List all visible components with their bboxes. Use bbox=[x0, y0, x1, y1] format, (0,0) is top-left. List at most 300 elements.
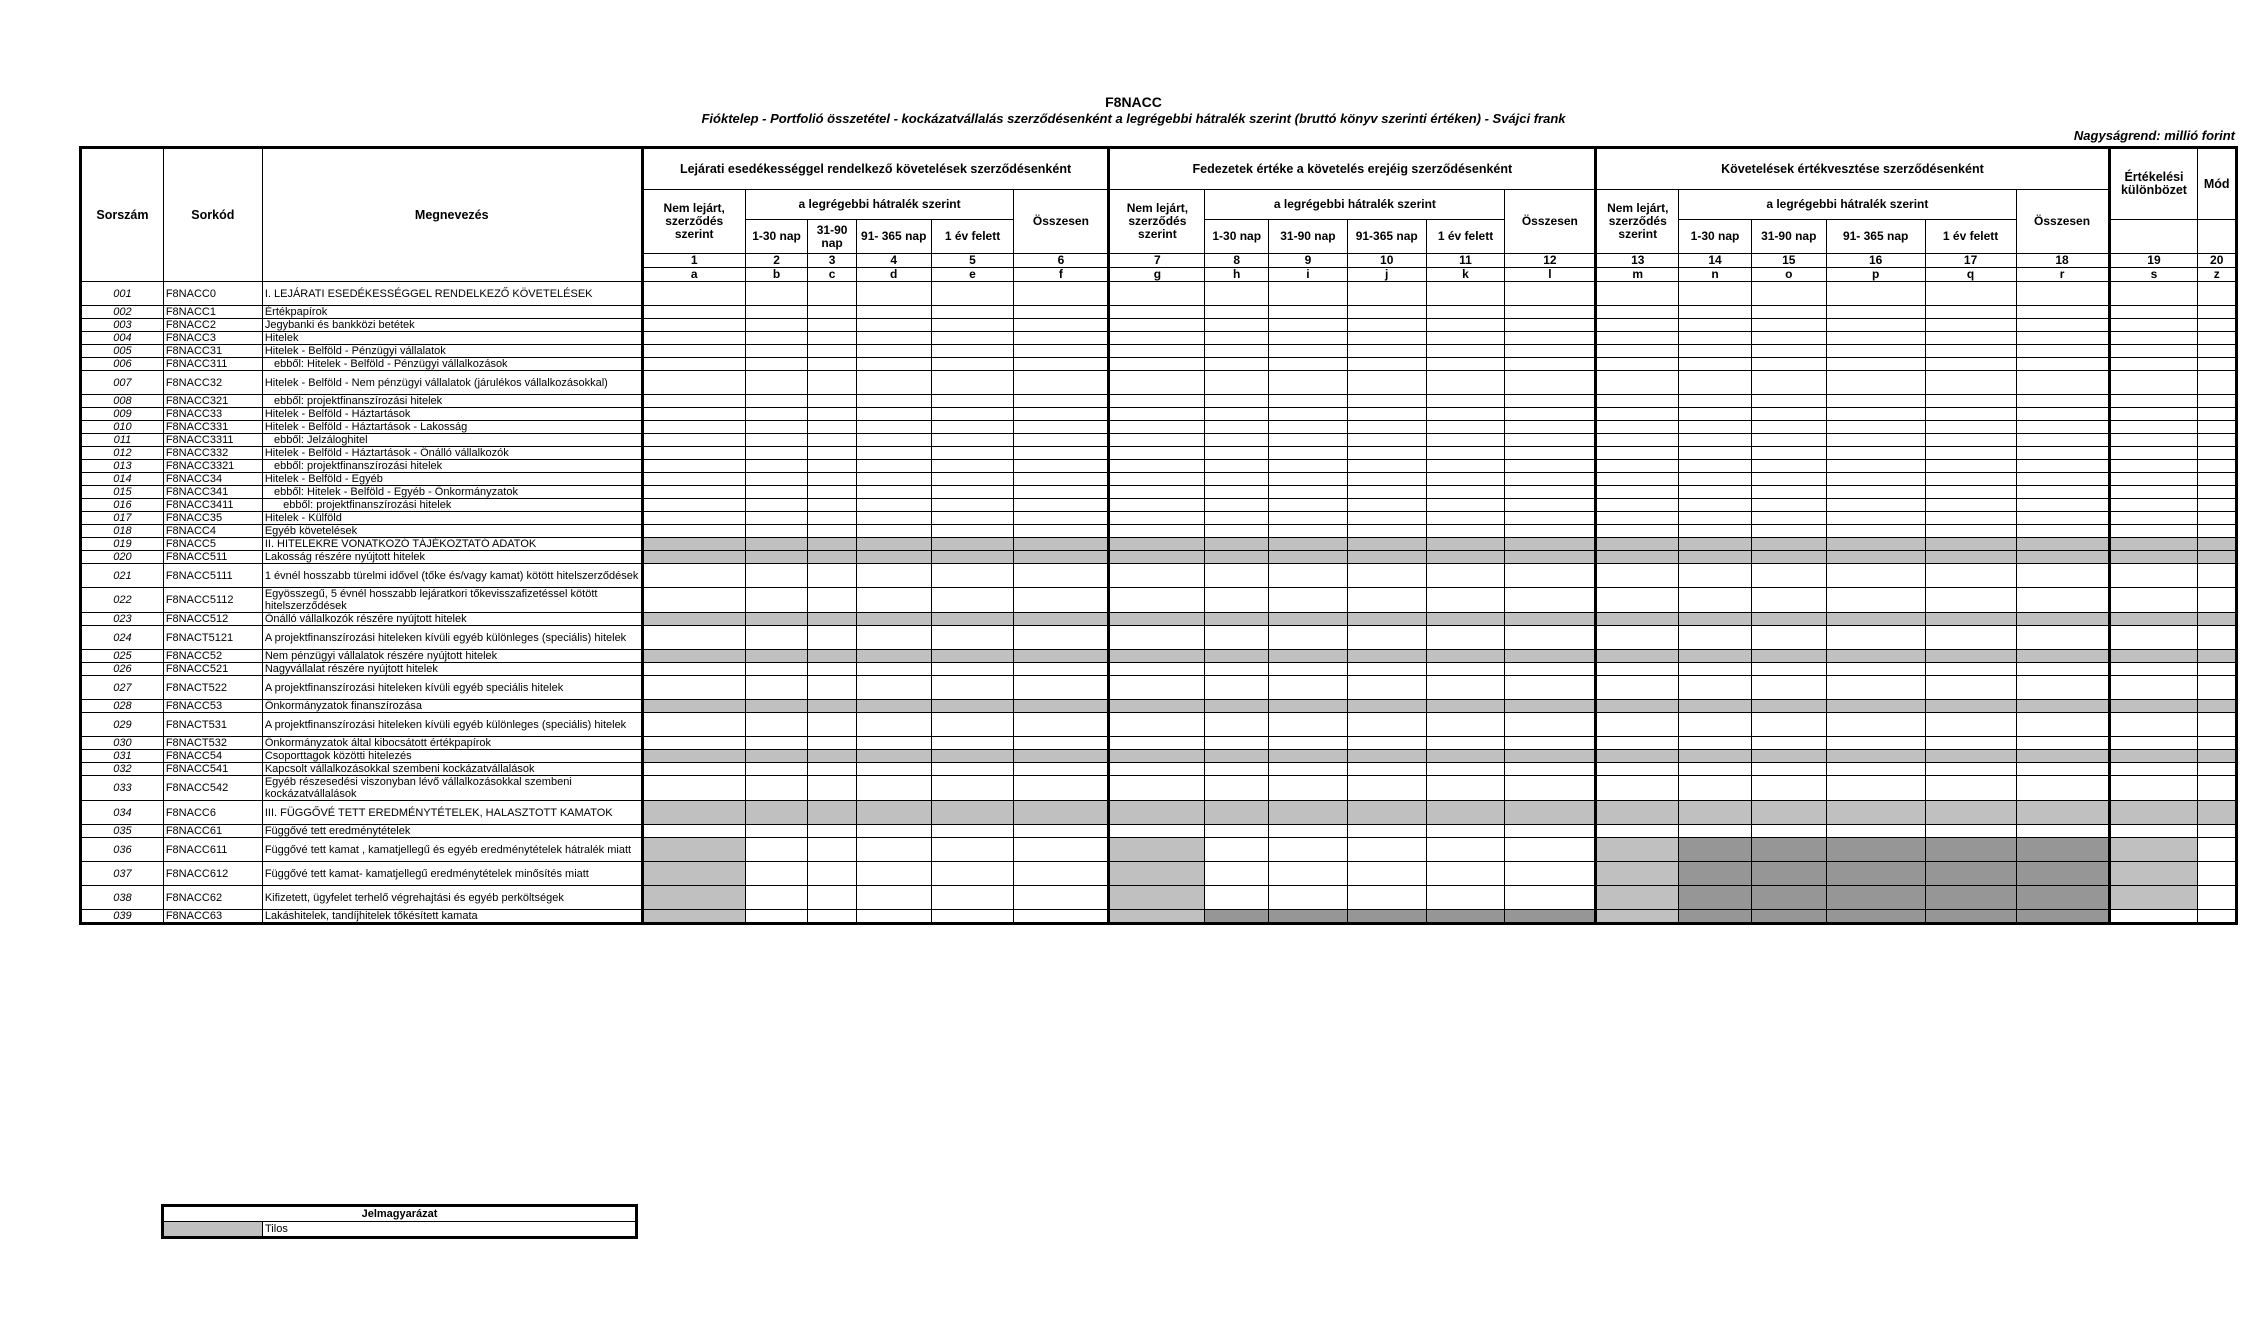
data-cell[interactable] bbox=[1014, 551, 1109, 564]
data-cell[interactable] bbox=[745, 663, 808, 676]
data-cell[interactable] bbox=[808, 713, 856, 737]
data-cell[interactable] bbox=[2109, 676, 2198, 700]
data-cell[interactable] bbox=[1679, 886, 1752, 910]
data-cell[interactable] bbox=[1505, 700, 1596, 713]
data-cell[interactable] bbox=[856, 282, 931, 306]
data-cell[interactable] bbox=[1269, 613, 1348, 626]
data-cell[interactable] bbox=[1826, 306, 1925, 319]
data-cell[interactable] bbox=[856, 776, 931, 801]
data-cell[interactable] bbox=[1826, 447, 1925, 460]
data-cell[interactable] bbox=[642, 319, 745, 332]
data-cell[interactable] bbox=[931, 358, 1014, 371]
data-cell[interactable] bbox=[931, 395, 1014, 408]
data-cell[interactable] bbox=[856, 650, 931, 663]
data-cell[interactable] bbox=[1505, 371, 1596, 395]
data-cell[interactable] bbox=[1426, 886, 1505, 910]
data-cell[interactable] bbox=[1751, 319, 1826, 332]
data-cell[interactable] bbox=[1505, 626, 1596, 650]
data-cell[interactable] bbox=[2016, 358, 2109, 371]
data-cell[interactable] bbox=[2109, 371, 2198, 395]
data-cell[interactable] bbox=[642, 763, 745, 776]
data-cell[interactable] bbox=[1925, 434, 2016, 447]
data-cell[interactable] bbox=[808, 588, 856, 613]
data-cell[interactable] bbox=[2016, 421, 2109, 434]
data-cell[interactable] bbox=[642, 395, 745, 408]
data-cell[interactable] bbox=[745, 588, 808, 613]
data-cell[interactable] bbox=[1505, 421, 1596, 434]
data-cell[interactable] bbox=[642, 551, 745, 564]
data-cell[interactable] bbox=[1679, 626, 1752, 650]
data-cell[interactable] bbox=[1109, 737, 1205, 750]
data-cell[interactable] bbox=[745, 525, 808, 538]
data-cell[interactable] bbox=[1925, 512, 2016, 525]
data-cell[interactable] bbox=[808, 551, 856, 564]
data-cell[interactable] bbox=[1679, 447, 1752, 460]
data-cell[interactable] bbox=[1426, 345, 1505, 358]
data-cell[interactable] bbox=[1505, 825, 1596, 838]
data-cell[interactable] bbox=[2016, 737, 2109, 750]
data-cell[interactable] bbox=[1826, 525, 1925, 538]
data-cell[interactable] bbox=[856, 306, 931, 319]
data-cell[interactable] bbox=[856, 447, 931, 460]
data-cell[interactable] bbox=[856, 700, 931, 713]
data-cell[interactable] bbox=[1925, 421, 2016, 434]
data-cell[interactable] bbox=[2109, 306, 2198, 319]
data-cell[interactable] bbox=[856, 737, 931, 750]
data-cell[interactable] bbox=[1596, 538, 1679, 551]
data-cell[interactable] bbox=[1505, 776, 1596, 801]
data-cell[interactable] bbox=[2016, 838, 2109, 862]
data-cell[interactable] bbox=[1679, 801, 1752, 825]
data-cell[interactable] bbox=[2198, 551, 2237, 564]
data-cell[interactable] bbox=[1826, 776, 1925, 801]
data-cell[interactable] bbox=[1014, 306, 1109, 319]
data-cell[interactable] bbox=[1347, 801, 1426, 825]
data-cell[interactable] bbox=[1347, 395, 1426, 408]
data-cell[interactable] bbox=[1014, 538, 1109, 551]
data-cell[interactable] bbox=[1109, 801, 1205, 825]
data-cell[interactable] bbox=[745, 306, 808, 319]
data-cell[interactable] bbox=[2109, 763, 2198, 776]
data-cell[interactable] bbox=[1426, 447, 1505, 460]
data-cell[interactable] bbox=[2109, 650, 2198, 663]
data-cell[interactable] bbox=[1426, 737, 1505, 750]
data-cell[interactable] bbox=[1679, 332, 1752, 345]
data-cell[interactable] bbox=[808, 499, 856, 512]
data-cell[interactable] bbox=[1269, 538, 1348, 551]
data-cell[interactable] bbox=[856, 676, 931, 700]
data-cell[interactable] bbox=[2198, 613, 2237, 626]
data-cell[interactable] bbox=[1426, 801, 1505, 825]
data-cell[interactable] bbox=[808, 512, 856, 525]
data-cell[interactable] bbox=[1109, 862, 1205, 886]
data-cell[interactable] bbox=[1751, 408, 1826, 421]
data-cell[interactable] bbox=[1426, 776, 1505, 801]
data-cell[interactable] bbox=[1751, 473, 1826, 486]
data-cell[interactable] bbox=[1109, 538, 1205, 551]
data-cell[interactable] bbox=[1751, 626, 1826, 650]
data-cell[interactable] bbox=[1205, 434, 1269, 447]
data-cell[interactable] bbox=[2016, 434, 2109, 447]
data-cell[interactable] bbox=[931, 825, 1014, 838]
data-cell[interactable] bbox=[931, 371, 1014, 395]
data-cell[interactable] bbox=[1596, 700, 1679, 713]
data-cell[interactable] bbox=[1109, 345, 1205, 358]
data-cell[interactable] bbox=[2109, 421, 2198, 434]
data-cell[interactable] bbox=[2016, 588, 2109, 613]
data-cell[interactable] bbox=[1347, 838, 1426, 862]
data-cell[interactable] bbox=[642, 486, 745, 499]
data-cell[interactable] bbox=[1426, 282, 1505, 306]
data-cell[interactable] bbox=[1925, 319, 2016, 332]
data-cell[interactable] bbox=[1347, 626, 1426, 650]
data-cell[interactable] bbox=[1269, 512, 1348, 525]
data-cell[interactable] bbox=[1269, 332, 1348, 345]
data-cell[interactable] bbox=[931, 319, 1014, 332]
data-cell[interactable] bbox=[1505, 358, 1596, 371]
data-cell[interactable] bbox=[1751, 306, 1826, 319]
data-cell[interactable] bbox=[1014, 473, 1109, 486]
data-cell[interactable] bbox=[1505, 663, 1596, 676]
data-cell[interactable] bbox=[1014, 910, 1109, 924]
data-cell[interactable] bbox=[2109, 282, 2198, 306]
data-cell[interactable] bbox=[808, 676, 856, 700]
data-cell[interactable] bbox=[1269, 650, 1348, 663]
data-cell[interactable] bbox=[1014, 626, 1109, 650]
data-cell[interactable] bbox=[1596, 862, 1679, 886]
data-cell[interactable] bbox=[2198, 838, 2237, 862]
data-cell[interactable] bbox=[1014, 613, 1109, 626]
data-cell[interactable] bbox=[1014, 499, 1109, 512]
data-cell[interactable] bbox=[1679, 460, 1752, 473]
data-cell[interactable] bbox=[1826, 332, 1925, 345]
data-cell[interactable] bbox=[808, 910, 856, 924]
data-cell[interactable] bbox=[1205, 676, 1269, 700]
data-cell[interactable] bbox=[1505, 319, 1596, 332]
data-cell[interactable] bbox=[1426, 395, 1505, 408]
data-cell[interactable] bbox=[1205, 538, 1269, 551]
data-cell[interactable] bbox=[1925, 838, 2016, 862]
data-cell[interactable] bbox=[1925, 371, 2016, 395]
data-cell[interactable] bbox=[1205, 886, 1269, 910]
data-cell[interactable] bbox=[808, 525, 856, 538]
data-cell[interactable] bbox=[1014, 371, 1109, 395]
data-cell[interactable] bbox=[1426, 371, 1505, 395]
data-cell[interactable] bbox=[1347, 345, 1426, 358]
data-cell[interactable] bbox=[1505, 434, 1596, 447]
data-cell[interactable] bbox=[642, 838, 745, 862]
data-cell[interactable] bbox=[1751, 282, 1826, 306]
data-cell[interactable] bbox=[1347, 421, 1426, 434]
data-cell[interactable] bbox=[1596, 737, 1679, 750]
data-cell[interactable] bbox=[1826, 862, 1925, 886]
data-cell[interactable] bbox=[1505, 408, 1596, 421]
data-cell[interactable] bbox=[1751, 358, 1826, 371]
data-cell[interactable] bbox=[1109, 564, 1205, 588]
data-cell[interactable] bbox=[1109, 613, 1205, 626]
data-cell[interactable] bbox=[1826, 700, 1925, 713]
data-cell[interactable] bbox=[1014, 421, 1109, 434]
data-cell[interactable] bbox=[642, 473, 745, 486]
data-cell[interactable] bbox=[2016, 564, 2109, 588]
data-cell[interactable] bbox=[745, 358, 808, 371]
data-cell[interactable] bbox=[1109, 551, 1205, 564]
data-cell[interactable] bbox=[2016, 395, 2109, 408]
data-cell[interactable] bbox=[745, 801, 808, 825]
data-cell[interactable] bbox=[1505, 473, 1596, 486]
data-cell[interactable] bbox=[931, 306, 1014, 319]
data-cell[interactable] bbox=[808, 319, 856, 332]
data-cell[interactable] bbox=[1205, 358, 1269, 371]
data-cell[interactable] bbox=[745, 886, 808, 910]
data-cell[interactable] bbox=[1347, 776, 1426, 801]
data-cell[interactable] bbox=[2109, 862, 2198, 886]
data-cell[interactable] bbox=[1596, 713, 1679, 737]
data-cell[interactable] bbox=[642, 886, 745, 910]
data-cell[interactable] bbox=[1751, 551, 1826, 564]
data-cell[interactable] bbox=[856, 486, 931, 499]
data-cell[interactable] bbox=[1014, 395, 1109, 408]
data-cell[interactable] bbox=[642, 408, 745, 421]
data-cell[interactable] bbox=[1347, 886, 1426, 910]
data-cell[interactable] bbox=[1925, 538, 2016, 551]
data-cell[interactable] bbox=[2016, 801, 2109, 825]
data-cell[interactable] bbox=[2198, 886, 2237, 910]
data-cell[interactable] bbox=[931, 525, 1014, 538]
data-cell[interactable] bbox=[1751, 588, 1826, 613]
data-cell[interactable] bbox=[642, 737, 745, 750]
data-cell[interactable] bbox=[745, 564, 808, 588]
data-cell[interactable] bbox=[745, 421, 808, 434]
data-cell[interactable] bbox=[1596, 588, 1679, 613]
data-cell[interactable] bbox=[1269, 763, 1348, 776]
data-cell[interactable] bbox=[1925, 910, 2016, 924]
data-cell[interactable] bbox=[1205, 650, 1269, 663]
data-cell[interactable] bbox=[1109, 626, 1205, 650]
data-cell[interactable] bbox=[1269, 306, 1348, 319]
data-cell[interactable] bbox=[1751, 434, 1826, 447]
data-cell[interactable] bbox=[2016, 345, 2109, 358]
data-cell[interactable] bbox=[808, 395, 856, 408]
data-cell[interactable] bbox=[1269, 626, 1348, 650]
data-cell[interactable] bbox=[1109, 358, 1205, 371]
data-cell[interactable] bbox=[2198, 825, 2237, 838]
data-cell[interactable] bbox=[1925, 358, 2016, 371]
data-cell[interactable] bbox=[1347, 525, 1426, 538]
data-cell[interactable] bbox=[1109, 776, 1205, 801]
data-cell[interactable] bbox=[1925, 395, 2016, 408]
data-cell[interactable] bbox=[2109, 538, 2198, 551]
data-cell[interactable] bbox=[1751, 525, 1826, 538]
data-cell[interactable] bbox=[856, 499, 931, 512]
data-cell[interactable] bbox=[2109, 886, 2198, 910]
data-cell[interactable] bbox=[642, 910, 745, 924]
data-cell[interactable] bbox=[856, 838, 931, 862]
data-cell[interactable] bbox=[2016, 486, 2109, 499]
data-cell[interactable] bbox=[808, 345, 856, 358]
data-cell[interactable] bbox=[931, 650, 1014, 663]
data-cell[interactable] bbox=[1596, 676, 1679, 700]
data-cell[interactable] bbox=[1751, 564, 1826, 588]
data-cell[interactable] bbox=[2109, 408, 2198, 421]
data-cell[interactable] bbox=[1925, 588, 2016, 613]
data-cell[interactable] bbox=[1679, 408, 1752, 421]
data-cell[interactable] bbox=[1269, 838, 1348, 862]
data-cell[interactable] bbox=[1751, 663, 1826, 676]
data-cell[interactable] bbox=[931, 460, 1014, 473]
data-cell[interactable] bbox=[1826, 763, 1925, 776]
data-cell[interactable] bbox=[1205, 564, 1269, 588]
data-cell[interactable] bbox=[642, 525, 745, 538]
data-cell[interactable] bbox=[1826, 886, 1925, 910]
data-cell[interactable] bbox=[2109, 713, 2198, 737]
data-cell[interactable] bbox=[1826, 564, 1925, 588]
data-cell[interactable] bbox=[1269, 776, 1348, 801]
data-cell[interactable] bbox=[1751, 886, 1826, 910]
data-cell[interactable] bbox=[1505, 750, 1596, 763]
data-cell[interactable] bbox=[1269, 588, 1348, 613]
data-cell[interactable] bbox=[856, 434, 931, 447]
data-cell[interactable] bbox=[1505, 676, 1596, 700]
data-cell[interactable] bbox=[1505, 737, 1596, 750]
data-cell[interactable] bbox=[1679, 395, 1752, 408]
data-cell[interactable] bbox=[1014, 447, 1109, 460]
data-cell[interactable] bbox=[745, 776, 808, 801]
data-cell[interactable] bbox=[2198, 713, 2237, 737]
data-cell[interactable] bbox=[1347, 538, 1426, 551]
data-cell[interactable] bbox=[1109, 395, 1205, 408]
data-cell[interactable] bbox=[2016, 447, 2109, 460]
data-cell[interactable] bbox=[1679, 358, 1752, 371]
data-cell[interactable] bbox=[1679, 499, 1752, 512]
data-cell[interactable] bbox=[1205, 801, 1269, 825]
data-cell[interactable] bbox=[1826, 319, 1925, 332]
data-cell[interactable] bbox=[1347, 460, 1426, 473]
data-cell[interactable] bbox=[2109, 663, 2198, 676]
data-cell[interactable] bbox=[1426, 838, 1505, 862]
data-cell[interactable] bbox=[931, 801, 1014, 825]
data-cell[interactable] bbox=[1014, 434, 1109, 447]
data-cell[interactable] bbox=[808, 737, 856, 750]
data-cell[interactable] bbox=[1925, 460, 2016, 473]
data-cell[interactable] bbox=[1505, 460, 1596, 473]
data-cell[interactable] bbox=[2016, 319, 2109, 332]
data-cell[interactable] bbox=[1014, 512, 1109, 525]
data-cell[interactable] bbox=[1109, 371, 1205, 395]
data-cell[interactable] bbox=[1109, 319, 1205, 332]
data-cell[interactable] bbox=[1426, 538, 1505, 551]
data-cell[interactable] bbox=[856, 862, 931, 886]
data-cell[interactable] bbox=[1269, 319, 1348, 332]
data-cell[interactable] bbox=[1109, 473, 1205, 486]
data-cell[interactable] bbox=[1014, 663, 1109, 676]
data-cell[interactable] bbox=[745, 551, 808, 564]
data-cell[interactable] bbox=[1014, 862, 1109, 886]
data-cell[interactable] bbox=[1925, 564, 2016, 588]
data-cell[interactable] bbox=[1679, 613, 1752, 626]
data-cell[interactable] bbox=[808, 282, 856, 306]
data-cell[interactable] bbox=[931, 676, 1014, 700]
data-cell[interactable] bbox=[642, 499, 745, 512]
data-cell[interactable] bbox=[1426, 613, 1505, 626]
data-cell[interactable] bbox=[1205, 588, 1269, 613]
data-cell[interactable] bbox=[1505, 801, 1596, 825]
data-cell[interactable] bbox=[931, 862, 1014, 886]
data-cell[interactable] bbox=[1925, 551, 2016, 564]
data-cell[interactable] bbox=[1505, 486, 1596, 499]
data-cell[interactable] bbox=[1347, 282, 1426, 306]
data-cell[interactable] bbox=[1426, 713, 1505, 737]
data-cell[interactable] bbox=[642, 776, 745, 801]
data-cell[interactable] bbox=[745, 750, 808, 763]
data-cell[interactable] bbox=[1269, 862, 1348, 886]
data-cell[interactable] bbox=[2198, 473, 2237, 486]
data-cell[interactable] bbox=[1826, 538, 1925, 551]
data-cell[interactable] bbox=[1205, 763, 1269, 776]
data-cell[interactable] bbox=[1205, 825, 1269, 838]
data-cell[interactable] bbox=[1826, 588, 1925, 613]
data-cell[interactable] bbox=[642, 434, 745, 447]
data-cell[interactable] bbox=[1014, 676, 1109, 700]
data-cell[interactable] bbox=[931, 588, 1014, 613]
data-cell[interactable] bbox=[1679, 319, 1752, 332]
data-cell[interactable] bbox=[745, 395, 808, 408]
data-cell[interactable] bbox=[2016, 910, 2109, 924]
data-cell[interactable] bbox=[2198, 371, 2237, 395]
data-cell[interactable] bbox=[1205, 910, 1269, 924]
data-cell[interactable] bbox=[2109, 525, 2198, 538]
data-cell[interactable] bbox=[2198, 319, 2237, 332]
data-cell[interactable] bbox=[808, 408, 856, 421]
data-cell[interactable] bbox=[1505, 512, 1596, 525]
data-cell[interactable] bbox=[2198, 763, 2237, 776]
data-cell[interactable] bbox=[642, 421, 745, 434]
data-cell[interactable] bbox=[856, 538, 931, 551]
data-cell[interactable] bbox=[1269, 676, 1348, 700]
data-cell[interactable] bbox=[2109, 551, 2198, 564]
data-cell[interactable] bbox=[808, 486, 856, 499]
data-cell[interactable] bbox=[1596, 663, 1679, 676]
data-cell[interactable] bbox=[2109, 319, 2198, 332]
data-cell[interactable] bbox=[1426, 650, 1505, 663]
data-cell[interactable] bbox=[808, 763, 856, 776]
data-cell[interactable] bbox=[808, 421, 856, 434]
data-cell[interactable] bbox=[1347, 676, 1426, 700]
data-cell[interactable] bbox=[2198, 750, 2237, 763]
data-cell[interactable] bbox=[1925, 801, 2016, 825]
data-cell[interactable] bbox=[1205, 838, 1269, 862]
data-cell[interactable] bbox=[1347, 713, 1426, 737]
data-cell[interactable] bbox=[1596, 460, 1679, 473]
data-cell[interactable] bbox=[1347, 650, 1426, 663]
data-cell[interactable] bbox=[1826, 551, 1925, 564]
data-cell[interactable] bbox=[1347, 358, 1426, 371]
data-cell[interactable] bbox=[642, 371, 745, 395]
data-cell[interactable] bbox=[1269, 737, 1348, 750]
data-cell[interactable] bbox=[2109, 345, 2198, 358]
data-cell[interactable] bbox=[1751, 737, 1826, 750]
data-cell[interactable] bbox=[1109, 460, 1205, 473]
data-cell[interactable] bbox=[1679, 486, 1752, 499]
data-cell[interactable] bbox=[642, 801, 745, 825]
data-cell[interactable] bbox=[2198, 408, 2237, 421]
data-cell[interactable] bbox=[1751, 750, 1826, 763]
data-cell[interactable] bbox=[1596, 408, 1679, 421]
data-cell[interactable] bbox=[2016, 886, 2109, 910]
data-cell[interactable] bbox=[1109, 525, 1205, 538]
data-cell[interactable] bbox=[1109, 838, 1205, 862]
data-cell[interactable] bbox=[1751, 825, 1826, 838]
